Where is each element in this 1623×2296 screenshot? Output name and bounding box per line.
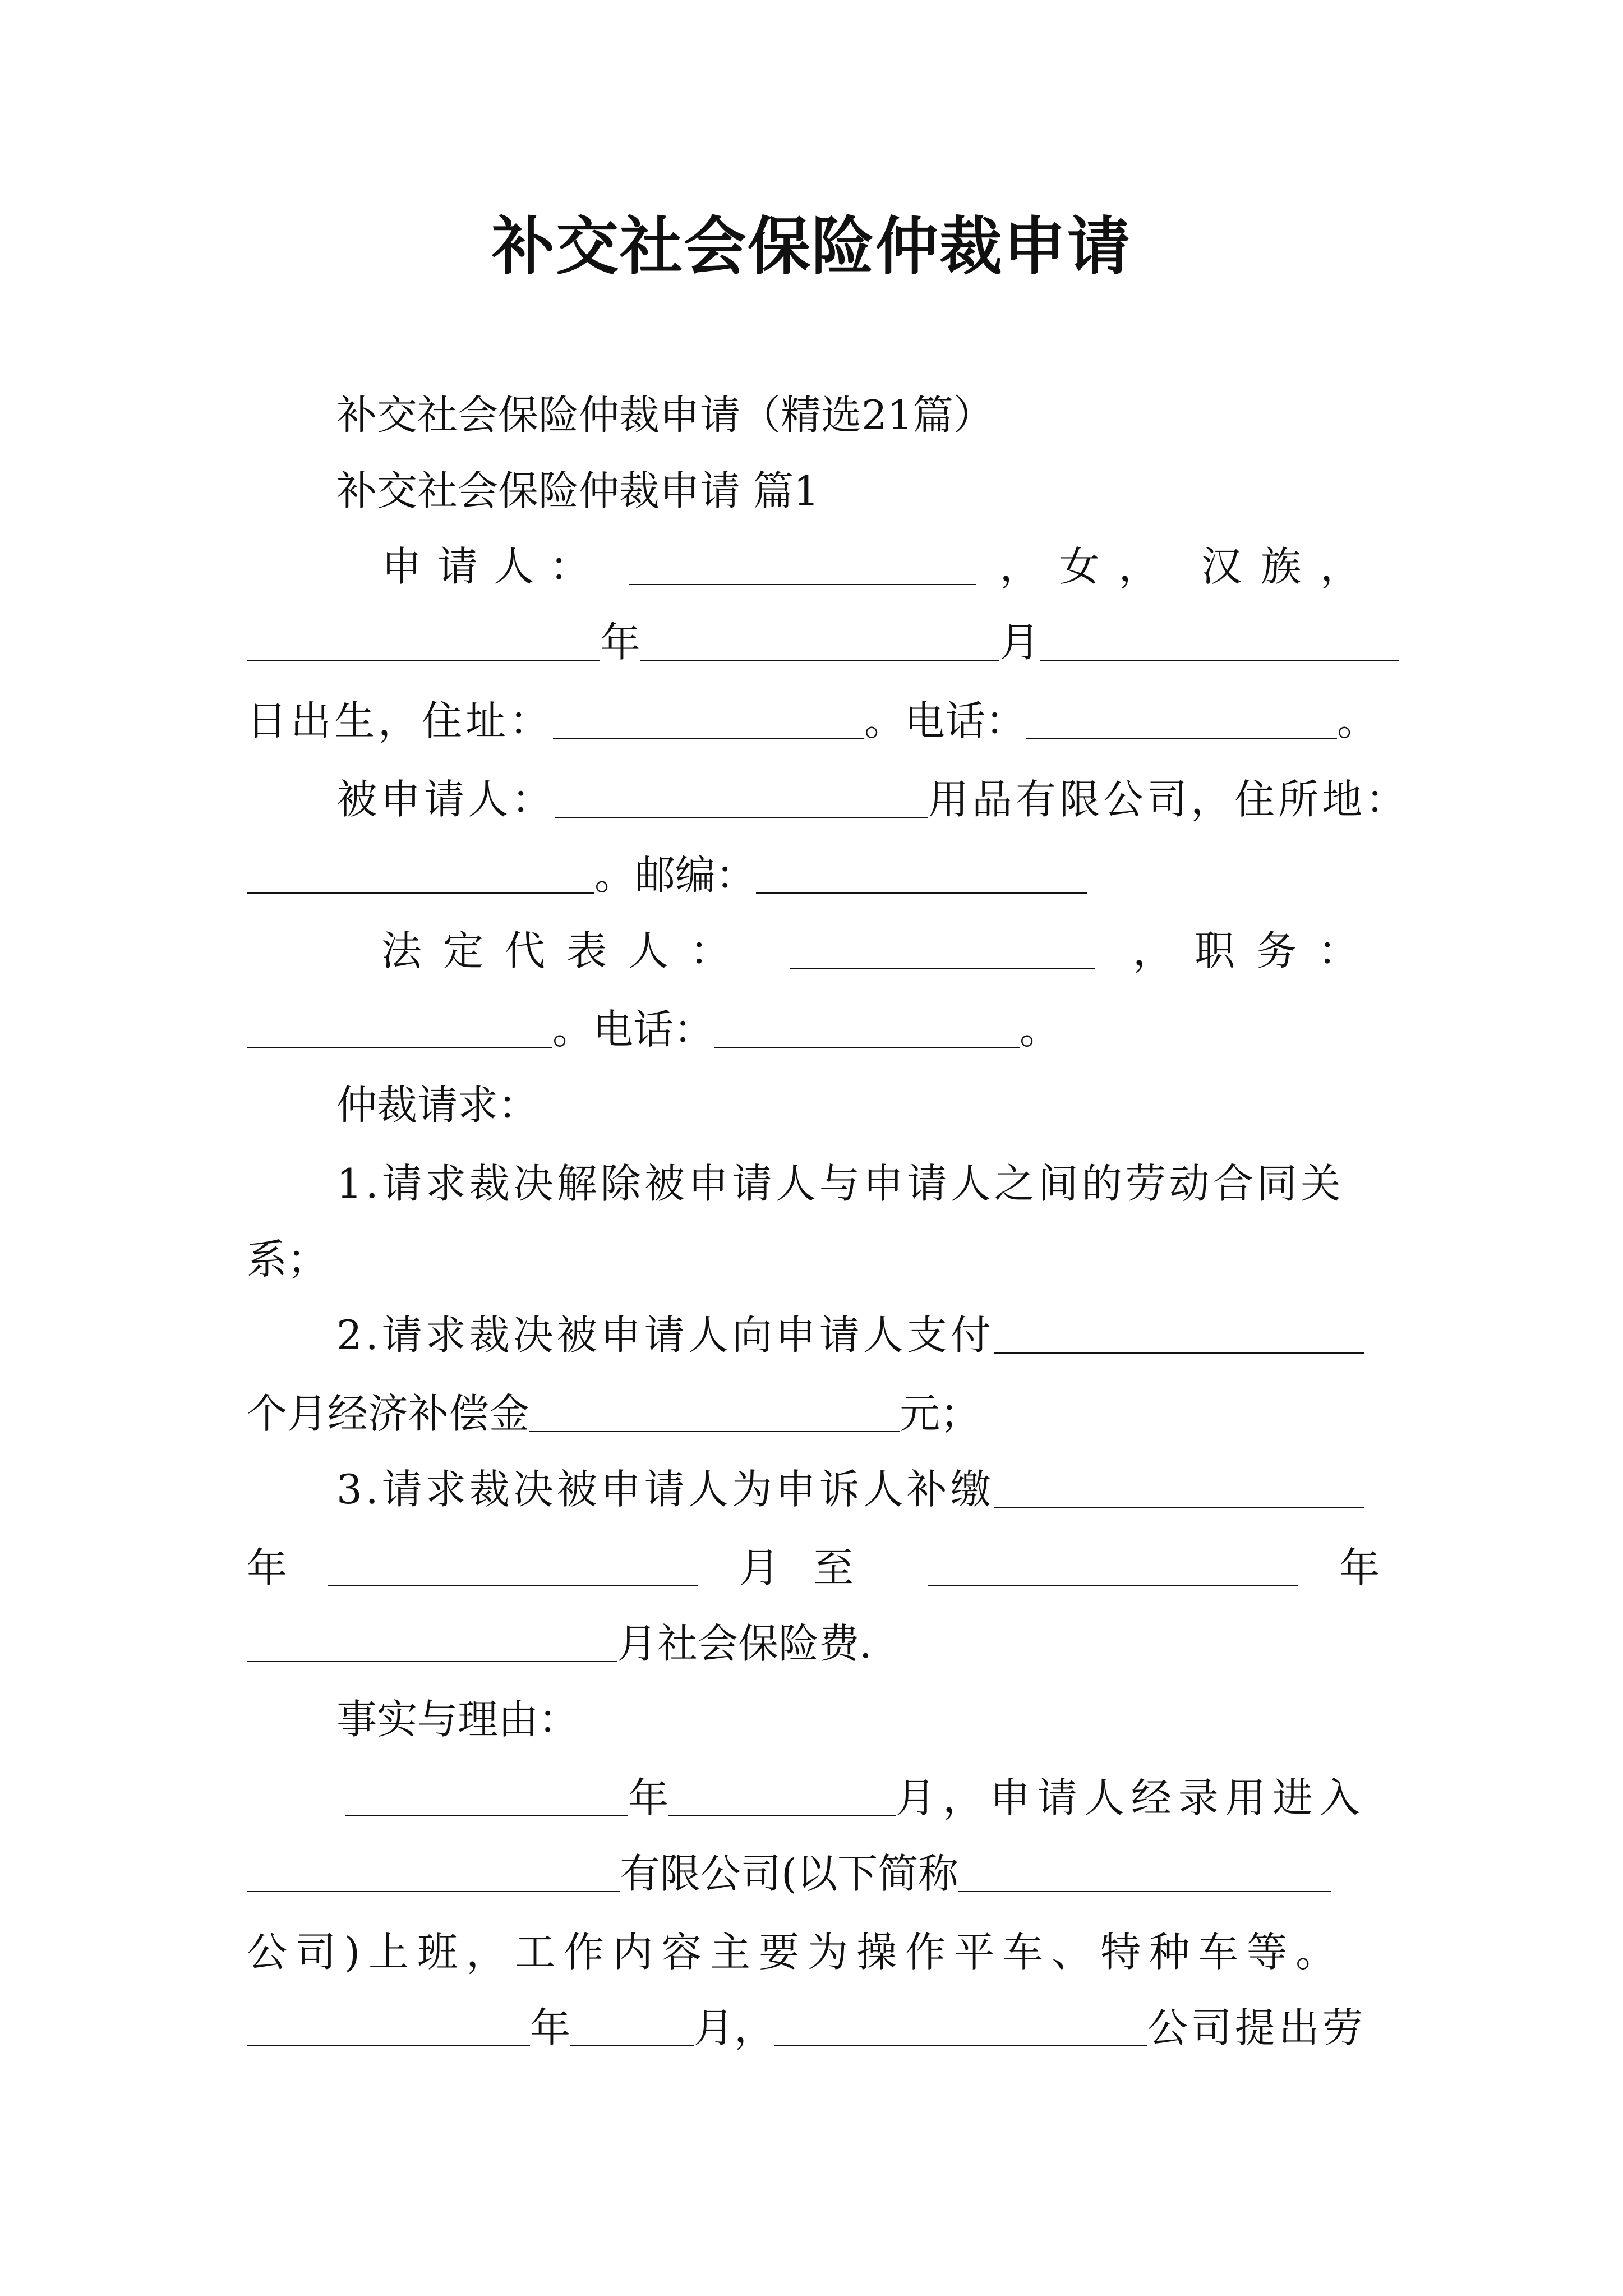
respondent-line-2 xyxy=(247,847,1087,903)
applicant-end: 。 xyxy=(1337,697,1378,744)
facts-company-blank xyxy=(247,1855,620,1892)
applicant-line-3 xyxy=(247,693,1377,749)
legal-rep-line-2 xyxy=(247,1001,1060,1057)
claim-2-months-blank xyxy=(994,1317,1364,1354)
section-heading: 补交社会保险仲裁申请 篇1 xyxy=(336,467,819,514)
claim-3-blank xyxy=(994,1471,1364,1508)
facts-line-4 xyxy=(247,2000,1366,2056)
document-title: 补交社会保险仲裁申请 xyxy=(492,210,1131,283)
claim-2-compensation-label: 个月经济补偿金 xyxy=(247,1390,530,1437)
respondent-label: 被申请人： xyxy=(336,776,556,823)
facts-line-3: 公司)上班，工作内容主要为操作平车、特种车等。 xyxy=(247,1929,1345,1976)
claim-3-end-month-blank xyxy=(247,1625,617,1662)
legal-rep-position-blank xyxy=(247,1011,552,1048)
claim-3-end-text: 月社会保险费. xyxy=(617,1620,872,1667)
claim-2-line-2 xyxy=(247,1386,980,1442)
facts-line-1 xyxy=(345,1770,1367,1826)
claim-3-month-to-label: 月至 xyxy=(739,1544,887,1591)
claim-2-text: 2.请求裁决被申请人向申请人支付 xyxy=(336,1312,994,1359)
birth-year-blank xyxy=(247,624,600,661)
claim-1-line-1: 1.请求裁决解除被申请人与申请人之间的劳动合同关 xyxy=(336,1160,1344,1207)
respondent-company: 用品有限公司，住所地： xyxy=(928,776,1410,823)
applicant-ethnicity: 汉族， xyxy=(1201,543,1380,590)
claims-heading: 仲裁请求： xyxy=(336,1082,539,1129)
legal-rep-position-label: ，职务： xyxy=(1132,927,1380,974)
applicant-line-2 xyxy=(247,614,1399,670)
claim-3-start-year-blank xyxy=(328,1549,698,1586)
facts-line-4-month: 月， xyxy=(694,2004,775,2051)
applicant-phone-blank xyxy=(1026,702,1337,739)
applicant-line-1 xyxy=(381,539,1380,595)
facts-line-4-text: 公司提出劳 xyxy=(1147,2004,1367,2051)
facts-line-4-year: 年 xyxy=(530,2004,571,2051)
claim-3-line-2 xyxy=(247,1540,1380,1596)
facts-line-2 xyxy=(247,1846,1331,1902)
applicant-name-blank xyxy=(629,548,976,585)
respondent-line-1 xyxy=(336,771,1409,827)
claim-3-text: 3.请求裁决被申请人为申诉人补缴 xyxy=(336,1466,994,1513)
birth-day-blank xyxy=(1040,624,1399,661)
claim-2-amount-blank xyxy=(529,1395,900,1432)
claim-3-end-year-blank xyxy=(928,1549,1298,1586)
subtitle: 补交社会保险仲裁申请（精选21篇） xyxy=(336,392,994,439)
birth-address-label: 日出生，住址： xyxy=(247,697,554,744)
birth-year-label: 年 xyxy=(600,619,641,666)
applicant-label: 申请人： xyxy=(381,543,606,590)
legal-rep-name-blank xyxy=(790,932,1095,969)
birth-month-label: 月 xyxy=(999,619,1040,666)
facts-line-4-month-blank xyxy=(570,2009,694,2046)
facts-month-blank xyxy=(668,1779,896,1816)
facts-line-4-company-blank xyxy=(774,2009,1147,2046)
respondent-postcode-label: 。邮编： xyxy=(594,852,757,899)
claim-2-line-1 xyxy=(336,1307,1364,1363)
legal-rep-phone-label: 。电话： xyxy=(552,1006,714,1053)
applicant-phone-label: 。电话： xyxy=(864,697,1026,744)
facts-year-label: 年 xyxy=(628,1774,669,1821)
applicant-gender: ，女， xyxy=(999,543,1178,590)
facts-heading: 事实与理由： xyxy=(336,1696,579,1743)
facts-year-blank xyxy=(345,1779,628,1816)
facts-abbr-blank xyxy=(958,1855,1331,1892)
birth-month-blank xyxy=(640,624,999,661)
facts-line-4-year-blank xyxy=(247,2009,530,2046)
legal-rep-line-1 xyxy=(381,923,1380,979)
claim-3-line-1 xyxy=(336,1461,1364,1517)
legal-rep-end: 。 xyxy=(1020,1006,1061,1053)
address-blank xyxy=(553,702,864,739)
claim-3-year2-label: 年 xyxy=(1339,1544,1380,1591)
respondent-postcode-blank xyxy=(756,857,1087,894)
respondent-address-blank xyxy=(247,857,594,894)
claim-3-line-3 xyxy=(247,1616,872,1672)
claim-2-end: 元； xyxy=(900,1390,981,1437)
legal-rep-label: 法定代表人： xyxy=(381,927,752,974)
facts-line-2-text: 有限公司(以下简称 xyxy=(620,1850,959,1897)
claim-1-line-2: 系； xyxy=(247,1236,328,1283)
facts-line-1-text: 月，申请人经录用进入 xyxy=(896,1774,1367,1821)
claim-3-year-label: 年 xyxy=(247,1544,288,1591)
respondent-name-blank xyxy=(555,781,928,818)
legal-rep-phone-blank xyxy=(714,1011,1020,1048)
